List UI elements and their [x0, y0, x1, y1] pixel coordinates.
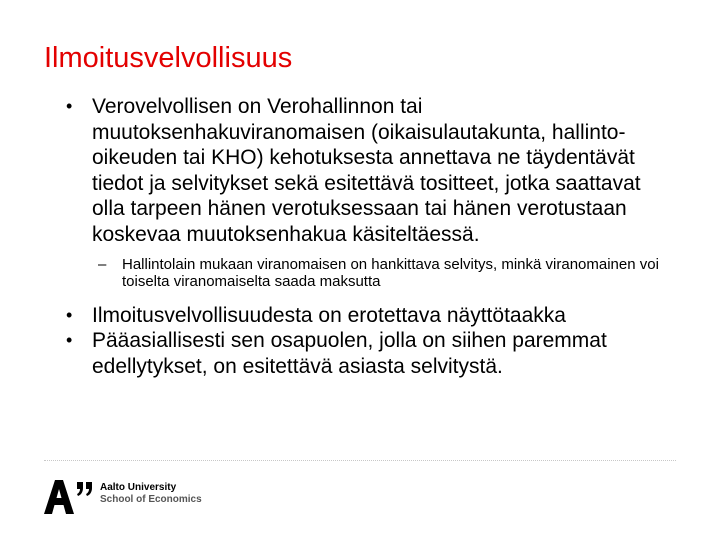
- bullet-item: [66, 94, 676, 248]
- slide-content: [66, 94, 676, 379]
- sub-bullet-text: Hallintolain mukaan viranomaisen on hankittava selvitys, minkä viranomainen voi toiselta viranomaiselta saada maksutta: [122, 255, 659, 290]
- logo-school: School of Economics: [100, 494, 202, 505]
- bullet-marker: •: [66, 96, 73, 116]
- slide-title: Ilmoitusvelvollisuus: [44, 42, 293, 74]
- logo-wordmark: [100, 482, 202, 506]
- bullet-text: Verovelvollisen on Verohallinnon tai muutoksenhakuviranomaisen (oikaisulautakunta, hallinto-oikeuden tai KHO) kehotuksesta annettava ne täydentävät tiedot ja selvitykset sekä esitettävä tositteet, jotka saattavat olla tarpeen hänen verotuksessaan tai hänen verotustaan koskevaa muutoksenhakua käsiteltäessä.: [92, 95, 641, 246]
- sub-bullet-marker: –: [98, 255, 107, 273]
- bullet-item: [66, 303, 676, 329]
- bullet-marker: •: [66, 304, 73, 325]
- logo-university: Aalto University: [100, 482, 177, 493]
- bullet-item: [66, 328, 676, 379]
- aalto-logo-mark: [44, 478, 96, 516]
- bullet-text: Pääasiallisesti sen osapuolen, jolla on siihen paremmat edellytykset, on esitettävä asiasta selvitystä.: [92, 329, 607, 378]
- footer-divider: [44, 460, 676, 461]
- bullet-marker: •: [66, 330, 73, 351]
- aalto-logo: [44, 478, 214, 518]
- sub-bullet-item: [66, 256, 676, 290]
- bullet-text: Ilmoitusvelvollisuudesta on erotettava näyttötaakka: [92, 303, 566, 327]
